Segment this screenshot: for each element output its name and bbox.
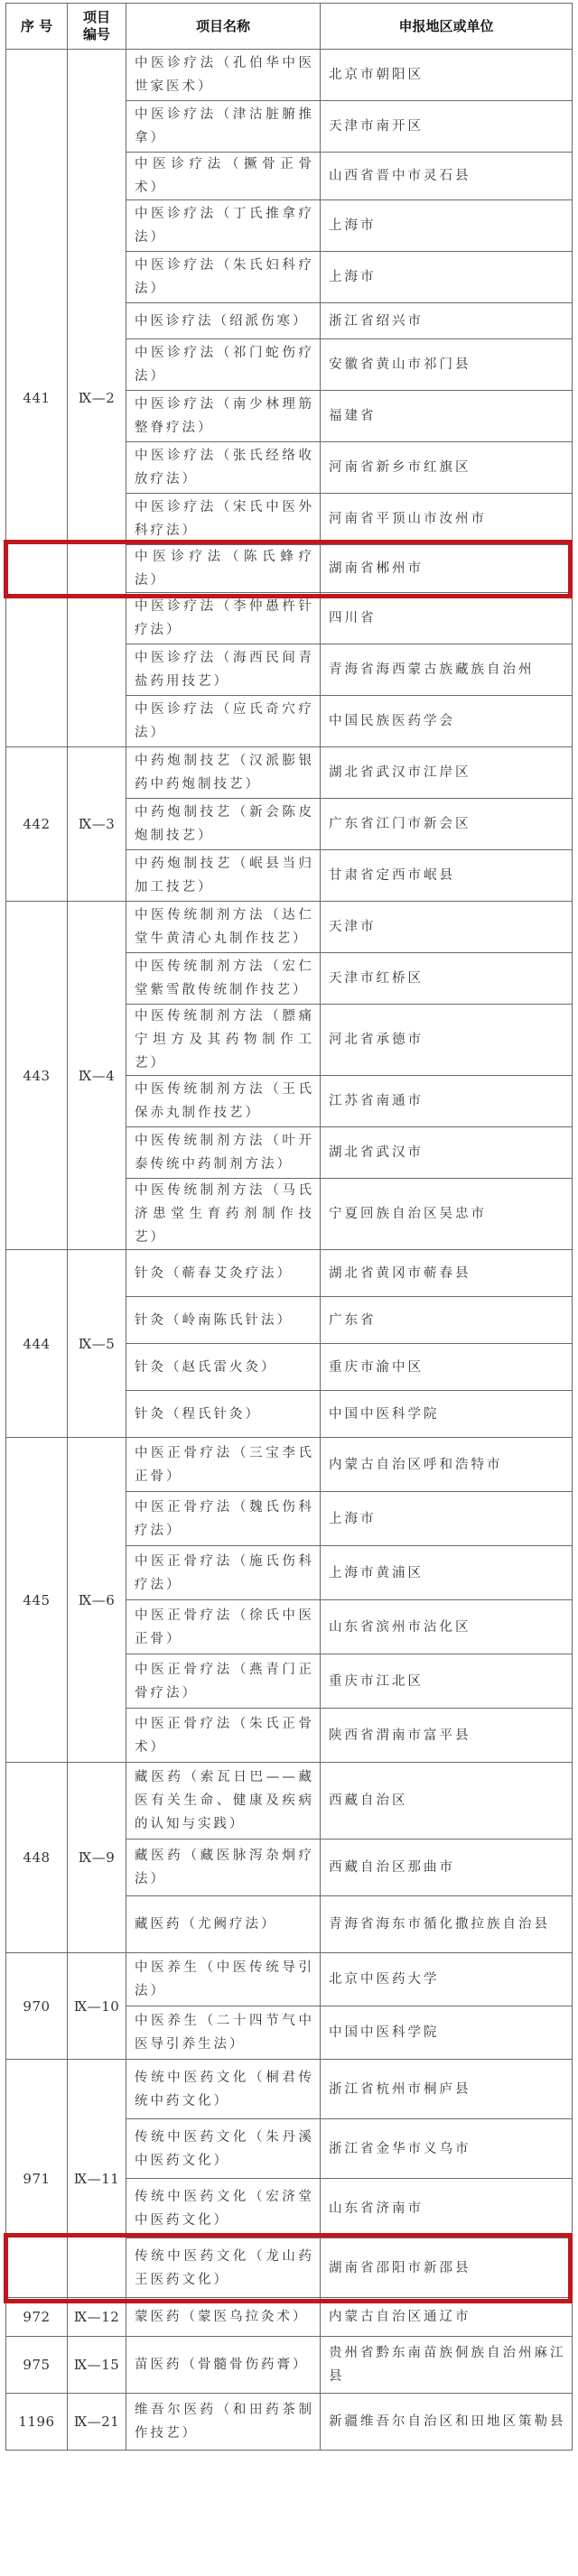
table-row — [6, 2394, 573, 2451]
seq-cell: 441 — [6, 50, 68, 747]
area-cell: 湖北省武汉市江岸区 — [321, 747, 573, 799]
area-cell: 河南省新乡市红旗区 — [321, 442, 573, 494]
project-name-cell: 中医传统制剂方法（宏仁堂紫雪散传统制作技艺） — [126, 953, 321, 1005]
project-name-cell: 针灸（程氏针灸） — [126, 1391, 321, 1438]
project-name-cell: 中医正骨疗法（施氏伤科疗法） — [126, 1546, 321, 1600]
table-row — [6, 1763, 573, 1839]
area-cell: 福建省 — [321, 391, 573, 442]
area-cell: 浙江省绍兴市 — [321, 303, 573, 339]
seq-cell: 445 — [6, 1438, 68, 1763]
project-name-cell: 中医正骨疗法（魏氏伤科疗法） — [126, 1492, 321, 1546]
area-cell: 中国民族医药学会 — [321, 696, 573, 747]
project-name-cell: 传统中医药文化（宏济堂中医药文化） — [126, 2179, 321, 2238]
table-row — [6, 50, 573, 101]
area-cell: 重庆市江北区 — [321, 1654, 573, 1709]
area-cell: 河南省平顶山市汝州市 — [321, 494, 573, 545]
area-cell: 湖南省邵阳市新邵县 — [321, 2238, 573, 2298]
project-name-cell: 传统中医药文化（龙山药王医药文化） — [126, 2238, 321, 2298]
area-cell: 西藏自治区那曲市 — [321, 1839, 573, 1896]
area-cell: 内蒙古自治区通辽市 — [321, 2298, 573, 2337]
header-area: 申报地区或单位 — [321, 4, 573, 50]
project-name-cell: 中医诊疗法（海西民间青盐药用技艺） — [126, 644, 321, 696]
area-cell: 湖南省郴州市 — [321, 545, 573, 593]
table-row — [6, 1953, 573, 2006]
code-cell: Ⅸ—11 — [68, 2060, 126, 2298]
project-name-cell: 中医诊疗法（朱氏妇科疗法） — [126, 252, 321, 303]
project-name-cell: 中医养生（中医传统导引法） — [126, 1953, 321, 2006]
project-name-cell: 中医传统制剂方法（马氏济患堂生育药剂制作技艺） — [126, 1179, 321, 1250]
table-row — [6, 2298, 573, 2337]
area-cell: 山东省滨州市沾化区 — [321, 1600, 573, 1654]
seq-cell: 975 — [6, 2337, 68, 2394]
project-name-cell: 藏医药（尤阙疗法） — [126, 1896, 321, 1953]
area-cell: 浙江省杭州市桐庐县 — [321, 2060, 573, 2119]
project-name-cell: 中医诊疗法（绍派伤寒） — [126, 303, 321, 339]
area-cell: 山东省济南市 — [321, 2179, 573, 2238]
table-row — [6, 1250, 573, 1297]
project-name-cell: 中医诊疗法（陈氏蜂疗法） — [126, 545, 321, 593]
code-cell: Ⅸ—12 — [68, 2298, 126, 2337]
project-name-cell: 中医传统制剂方法（王氏保赤丸制作技艺） — [126, 1076, 321, 1127]
area-cell: 青海省海东市循化撒拉族自治县 — [321, 1896, 573, 1953]
project-name-cell: 中医诊疗法（孔伯华中医世家医术） — [126, 50, 321, 101]
area-cell: 四川省 — [321, 593, 573, 644]
project-name-cell: 中医诊疗法（宋氏中医外科疗法） — [126, 494, 321, 545]
project-name-cell: 中医正骨疗法（朱氏正骨术） — [126, 1709, 321, 1763]
area-cell: 山西省晋中市灵石县 — [321, 153, 573, 200]
header-name: 项目名称 — [126, 4, 321, 50]
area-cell: 陕西省渭南市富平县 — [321, 1709, 573, 1763]
area-cell: 广东省江门市新会区 — [321, 799, 573, 850]
area-cell: 上海市 — [321, 200, 573, 252]
area-cell: 北京市朝阳区 — [321, 50, 573, 101]
table-header-row — [6, 4, 573, 50]
area-cell: 河北省承德市 — [321, 1005, 573, 1076]
area-cell: 中国中医科学院 — [321, 2006, 573, 2060]
table-row — [6, 747, 573, 799]
project-name-cell: 中医养生（二十四节气中医导引养生法） — [126, 2006, 321, 2060]
seq-cell: 970 — [6, 1953, 68, 2060]
project-name-cell: 中医传统制剂方法（膘痛宁坦方及其药物制作工艺） — [126, 1005, 321, 1076]
project-name-cell: 中医诊疗法（李仲愚杵针疗法） — [126, 593, 321, 644]
project-name-cell: 中医正骨疗法（三宝李氏正骨） — [126, 1438, 321, 1492]
area-cell: 天津市红桥区 — [321, 953, 573, 1005]
project-name-cell: 中医诊疗法（撅骨正骨术） — [126, 153, 321, 200]
code-cell: Ⅸ—5 — [68, 1250, 126, 1438]
area-cell: 广东省 — [321, 1297, 573, 1344]
seq-cell: 971 — [6, 2060, 68, 2298]
code-cell: Ⅸ—10 — [68, 1953, 126, 2060]
project-name-cell: 苗医药（骨髓骨伤药膏） — [126, 2337, 321, 2394]
document-table-wrapper — [5, 3, 572, 2451]
seq-cell: 444 — [6, 1250, 68, 1438]
table-row — [6, 1438, 573, 1492]
area-cell: 贵州省黔东南苗族侗族自治州麻江县 — [321, 2337, 573, 2394]
area-cell: 天津市南开区 — [321, 101, 573, 153]
area-cell: 上海市 — [321, 252, 573, 303]
area-cell: 天津市 — [321, 902, 573, 953]
area-cell: 内蒙古自治区呼和浩特市 — [321, 1438, 573, 1492]
area-cell: 北京中医药大学 — [321, 1953, 573, 2006]
project-name-cell: 中医诊疗法（祁门蛇伤疗法） — [126, 339, 321, 391]
header-code — [68, 4, 126, 50]
seq-cell: 1196 — [6, 2394, 68, 2451]
table-row — [6, 902, 573, 953]
area-cell: 新疆维吾尔自治区和田地区策勒县 — [321, 2394, 573, 2451]
project-name-cell: 针灸（赵氏雷火灸） — [126, 1344, 321, 1391]
project-name-cell: 维吾尔医药（和田药茶制作技艺） — [126, 2394, 321, 2451]
area-cell: 江苏省南通市 — [321, 1076, 573, 1127]
project-name-cell: 中药炮制技艺（汉派膨银药中药炮制技艺） — [126, 747, 321, 799]
area-cell: 中国中医科学院 — [321, 1391, 573, 1438]
area-cell: 上海市黄浦区 — [321, 1546, 573, 1600]
project-name-cell: 中医诊疗法（应氏奇穴疗法） — [126, 696, 321, 747]
seq-cell: 443 — [6, 902, 68, 1250]
code-cell: Ⅸ—15 — [68, 2337, 126, 2394]
project-name-cell: 中药炮制技艺（岷县当归加工技艺） — [126, 850, 321, 902]
code-cell: Ⅸ—4 — [68, 902, 126, 1250]
table-row — [6, 2060, 573, 2119]
project-name-cell: 藏医药（藏医脉泻杂炯疗法） — [126, 1839, 321, 1896]
code-cell: Ⅸ—2 — [68, 50, 126, 747]
project-name-cell: 中医诊疗法（丁氏推拿疗法） — [126, 200, 321, 252]
header-seq: 序 号 — [6, 4, 68, 50]
project-name-cell: 中医传统制剂方法（叶开泰传统中药制剂方法） — [126, 1127, 321, 1179]
project-name-cell: 中医传统制剂方法（达仁堂牛黄清心丸制作技艺） — [126, 902, 321, 953]
area-cell: 重庆市渝中区 — [321, 1344, 573, 1391]
heritage-project-table — [5, 3, 573, 2451]
project-name-cell: 针灸（蕲春艾灸疗法） — [126, 1250, 321, 1297]
area-cell: 宁夏回族自治区吴忠市 — [321, 1179, 573, 1250]
project-name-cell: 藏医药（索瓦日巴——藏医有关生命、健康及疾病的认知与实践） — [126, 1763, 321, 1839]
area-cell: 湖北省黄冈市蕲春县 — [321, 1250, 573, 1297]
area-cell: 安徽省黄山市祁门县 — [321, 339, 573, 391]
code-cell: Ⅸ—6 — [68, 1438, 126, 1763]
seq-cell: 448 — [6, 1763, 68, 1953]
area-cell: 甘肃省定西市岷县 — [321, 850, 573, 902]
project-name-cell: 中医正骨疗法（燕青门正骨疗法） — [126, 1654, 321, 1709]
area-cell: 青海省海西蒙古族藏族自治州 — [321, 644, 573, 696]
header-code-label: 项目编号 — [82, 9, 110, 42]
code-cell: Ⅸ—21 — [68, 2394, 126, 2451]
project-name-cell: 传统中医药文化（桐君传统中药文化） — [126, 2060, 321, 2119]
project-name-cell: 传统中医药文化（朱丹溪中医药文化） — [126, 2119, 321, 2179]
area-cell: 上海市 — [321, 1492, 573, 1546]
seq-cell: 972 — [6, 2298, 68, 2337]
project-name-cell: 针灸（岭南陈氏针法） — [126, 1297, 321, 1344]
project-name-cell: 中医正骨疗法（徐氏中医正骨） — [126, 1600, 321, 1654]
project-name-cell: 中药炮制技艺（新会陈皮炮制技艺） — [126, 799, 321, 850]
seq-cell: 442 — [6, 747, 68, 902]
code-cell: Ⅸ—9 — [68, 1763, 126, 1953]
area-cell: 湖北省武汉市 — [321, 1127, 573, 1179]
project-name-cell: 中医诊疗法（南少林理筋整脊疗法） — [126, 391, 321, 442]
area-cell: 西藏自治区 — [321, 1763, 573, 1839]
table-row — [6, 2337, 573, 2394]
area-cell: 浙江省金华市义乌市 — [321, 2119, 573, 2179]
project-name-cell: 蒙医药（蒙医乌拉灸术） — [126, 2298, 321, 2337]
project-name-cell: 中医诊疗法（张氏经络收放疗法） — [126, 442, 321, 494]
table-body — [6, 50, 573, 2451]
code-cell: Ⅸ—3 — [68, 747, 126, 902]
project-name-cell: 中医诊疗法（津沽脏腑推拿） — [126, 101, 321, 153]
